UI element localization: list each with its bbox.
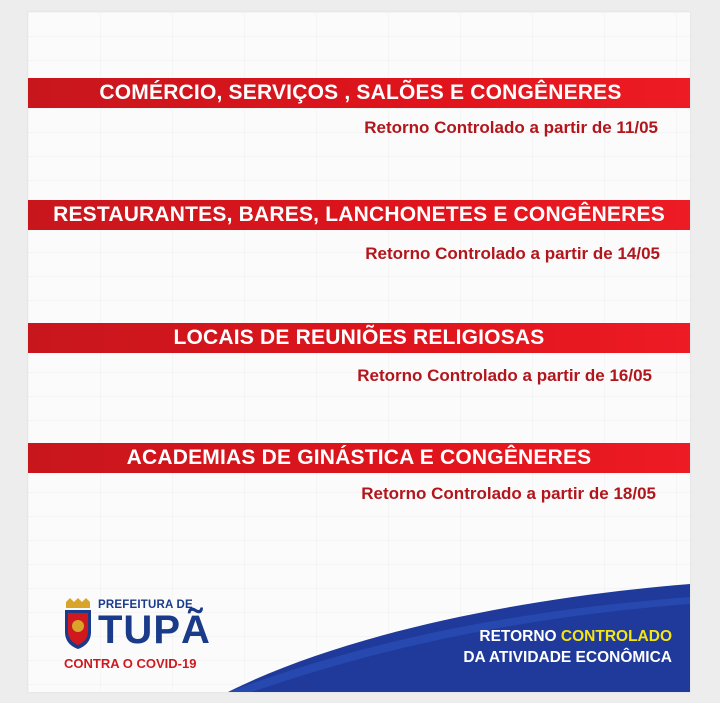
prefecture-label: PREFEITURA DE xyxy=(98,599,193,611)
footer-line-1 xyxy=(463,626,672,647)
section-title: COMÉRCIO, SERVIÇOS , SALÕES E CONGÊNERES xyxy=(99,81,622,104)
section-title: ACADEMIAS DE GINÁSTICA E CONGÊNERES xyxy=(126,446,592,469)
footer-highlight: CONTROLADO xyxy=(560,628,672,645)
section-note: Retorno Controlado a partir de 18/05 xyxy=(361,484,656,503)
section-title: LOCAIS DE REUNIÕES RELIGIOSAS xyxy=(173,326,545,349)
campaign-label: CONTRA O COVID-19 xyxy=(64,656,197,671)
city-name: TUPÃ xyxy=(98,608,211,652)
section-note: Retorno Controlado a partir de 14/05 xyxy=(365,244,660,263)
footer-line-2: DA ATIVIDADE ECONÔMICA xyxy=(463,649,672,666)
section-title: RESTAURANTES, BARES, LANCHONETES E CONGÊNERES xyxy=(53,203,665,226)
footer-caption xyxy=(463,626,672,668)
footer-word: RETORNO xyxy=(479,628,557,645)
coat-of-arms-icon xyxy=(62,598,94,650)
announcement-card xyxy=(28,12,690,692)
footer-wave xyxy=(28,12,690,692)
section-note: Retorno Controlado a partir de 16/05 xyxy=(357,366,652,385)
section-note: Retorno Controlado a partir de 11/05 xyxy=(364,118,658,137)
